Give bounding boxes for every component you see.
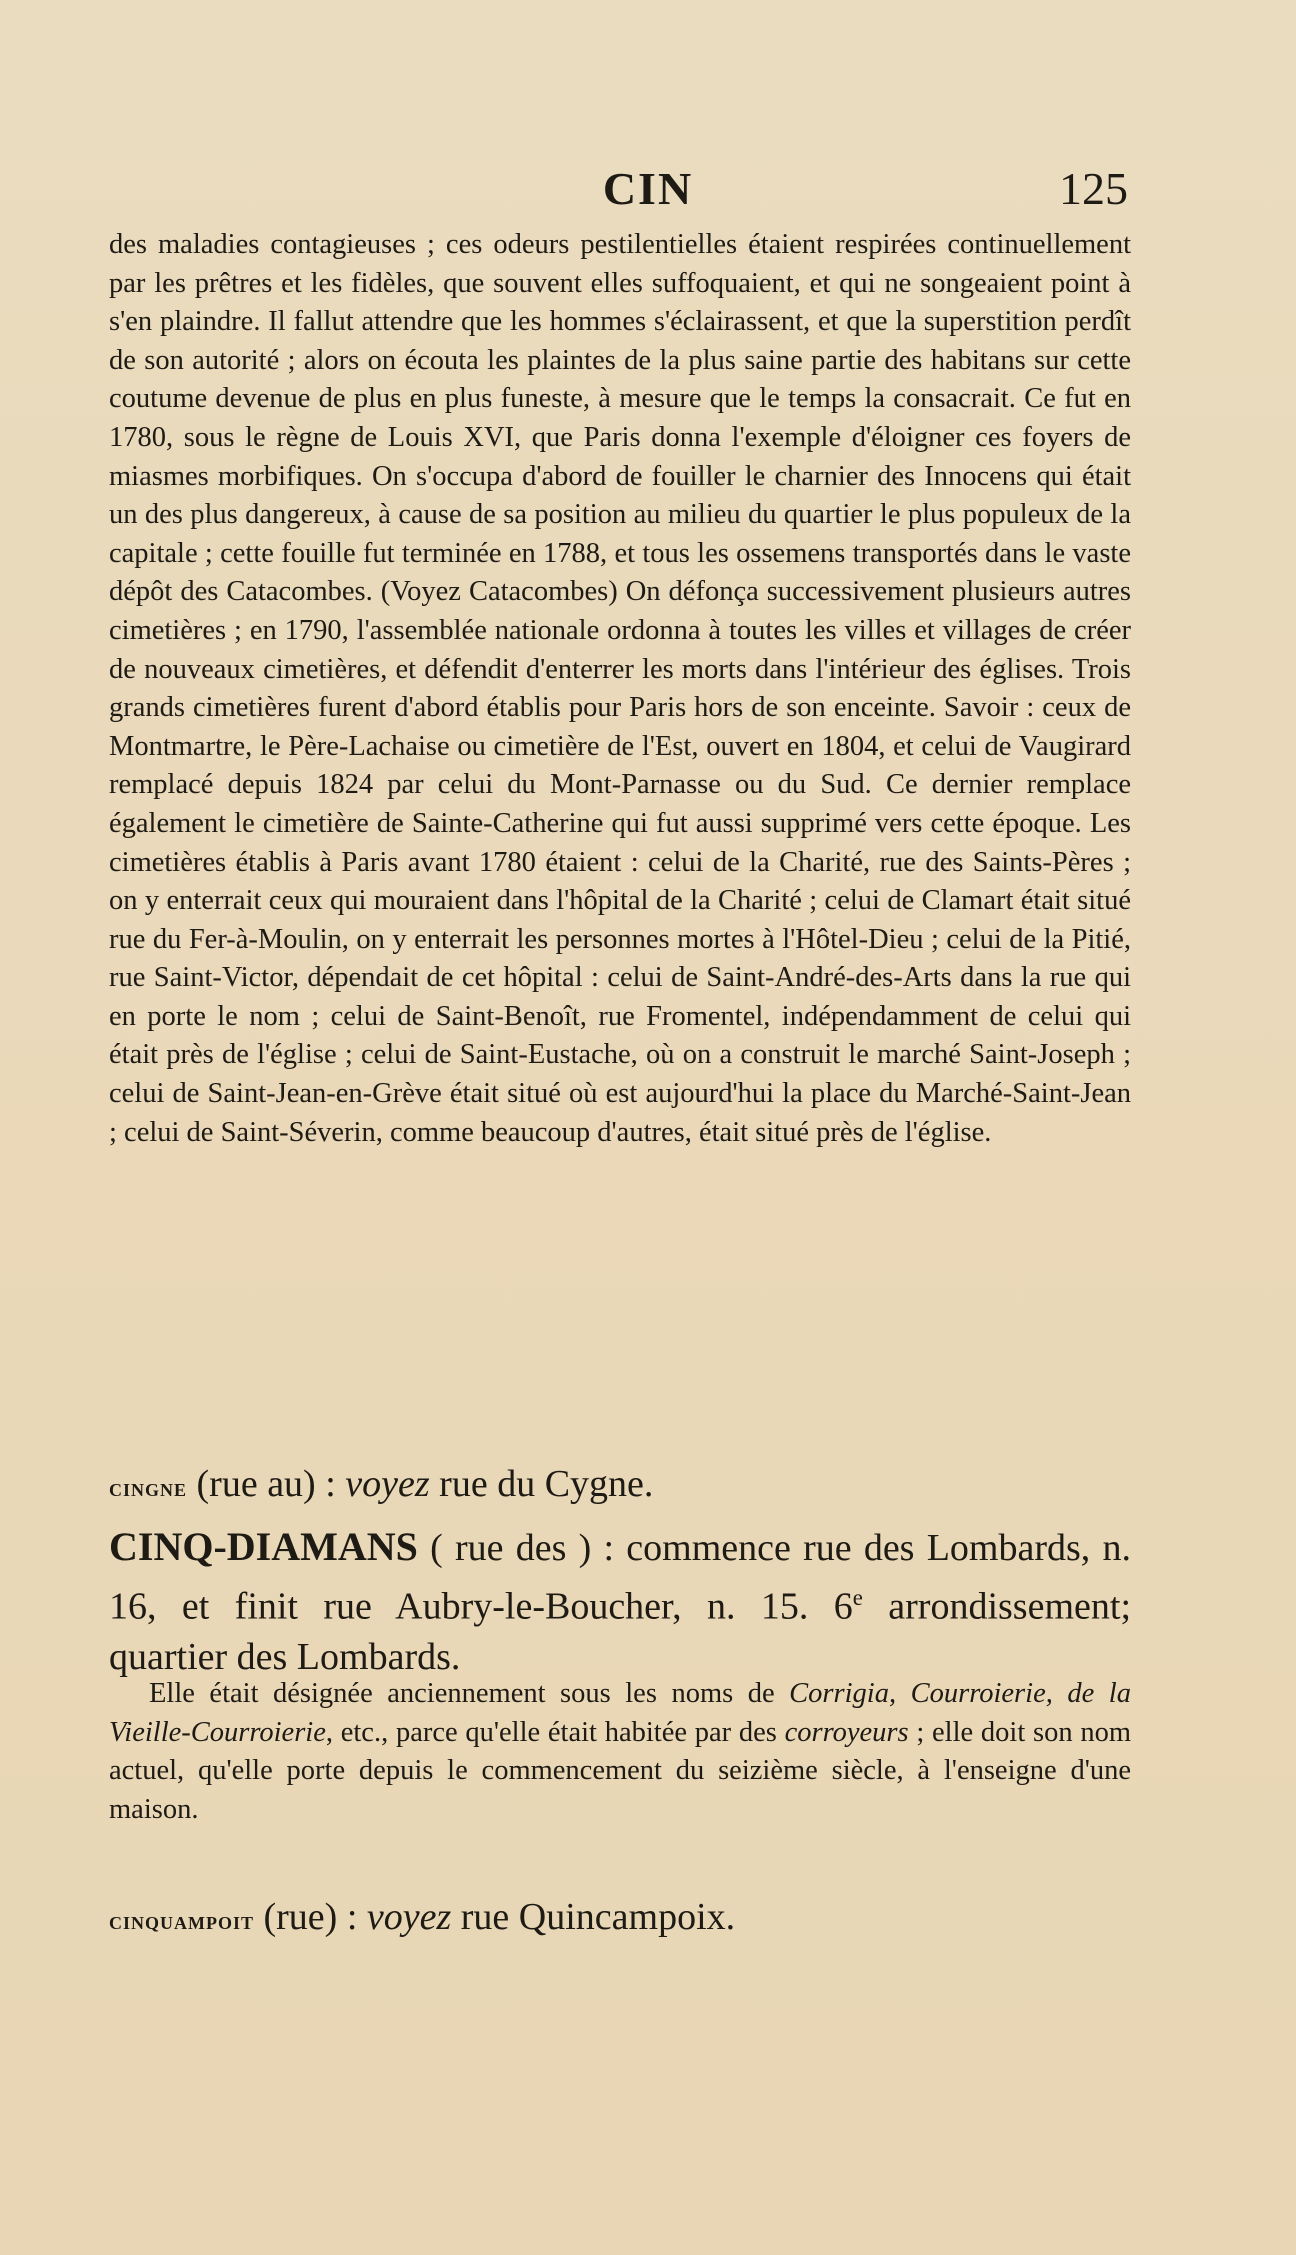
page-header (0, 162, 1296, 212)
description-text: , etc., parce qu'elle était habitée par des (325, 1716, 785, 1748)
entry-cingne (109, 1460, 1131, 1513)
entry-see: voyez (345, 1463, 430, 1505)
italic-names: Corrigia, Courroierie, de la Vieille-Courroierie (109, 1678, 1131, 1748)
description-text: ; elle doit son nom actuel, qu'elle porte depuis le commencement du seizième siècle, à l'enseigne d'une maison. (109, 1716, 1131, 1825)
entry-cinq-diamans (109, 1522, 1131, 1682)
entry-cinquampoit (109, 1893, 1131, 1946)
entry-headword: CINQ-DIAMANS (109, 1524, 418, 1569)
running-head: CIN (602, 163, 694, 214)
entry-target: rue du Cygne. (429, 1463, 654, 1505)
entry-text-tail: arrondissement; quartier des Lombards. (109, 1585, 1132, 1678)
entry-target: rue Quincampoix. (451, 1896, 736, 1938)
description-text: Elle était désignée anciennement sous les noms de (149, 1678, 790, 1709)
page-number: 125 (1059, 163, 1128, 214)
entry-headword: cingne (109, 1475, 188, 1502)
entry-description (109, 1675, 1131, 1829)
entry-headword: cinquampoit (109, 1908, 254, 1935)
entry-text: (rue) : (254, 1896, 367, 1938)
entry-text: (rue au) : (187, 1463, 346, 1505)
superscript: e (852, 1585, 863, 1610)
entry-see: voyez (366, 1896, 452, 1938)
entry-text: ( rue des ) : commence rue des Lombards, n. 16, et finit rue Aubry-le-Boucher, n. 15. 6 (109, 1527, 1131, 1628)
body-paragraph: des maladies contagieuses ; ces odeurs pestilentielles étaient respirées continuellement par les prêtres et les fidèles, que souvent elles suffoquaient, et qui ne songeaient point à s'en plaindre. Il fallut attendre que les hommes s'éclairassent, et que la superstition perdît de son autorité ; alors on écouta les plaintes de la plus saine partie des habitans sur cette coutume devenue de plus en plus funeste, à mesure que le temps la consacrait. Ce fut en 1780, sous le règne de Louis XVI, que Paris donna l'exemple d'éloigner ces foyers de miasmes morbifiques. On s'occupa d'abord de fouiller le charnier des Innocens qui était un des plus dangereux, à cause de sa position au milieu du quartier le plus populeux de la capitale ; cette fouille fut terminée en 1788, et tous les ossemens transportés dans le vaste dépôt des Catacombes. (Voyez Catacombes) On défonça successivement plusieurs autres cimetières ; en 1790, l'assemblée nationale ordonna à toutes les villes et villages de créer de nouveaux cimetières, et défendit d'enterrer les morts dans l'intérieur des églises. Trois grands cimetières furent d'abord établis pour Paris hors de son enceinte. Savoir : ceux de Montmartre, le Père-Lachaise ou cimetière de l'Est, ouvert en 1804, et celui de Vaugirard remplacé depuis 1824 par celui du Mont-Parnasse ou du Sud. Ce dernier remplace également le cimetière de Sainte-Catherine qui fut aussi supprimé vers cette époque. Les cimetières établis à Paris avant 1780 étaient : celui de la Charité, rue des Saints-Pères ; on y enterrait ceux qui mouraient dans l'hôpital de la Charité ; celui de Clamart était situé rue du Fer-à-Moulin, on y enterrait les personnes mortes à l'Hôtel-Dieu ; celui de la Pitié, rue Saint-Victor, dépendait de cet hôpital : celui de Saint-André-des-Arts dans la rue qui en porte le nom ; celui de Saint-Benoît, rue Fromentel, indépendamment de celui qui était près de l'église ; celui de Saint-Eustache, où on a construit le marché Saint-Joseph ; celui de Saint-Jean-en-Grève était situé où est aujourd'hui la place du Marché-Saint-Jean ; celui de Saint-Séverin, comme beaucoup d'autres, était situé près de l'église. (109, 229, 1131, 1148)
italic-term: corroyeurs (784, 1716, 909, 1748)
